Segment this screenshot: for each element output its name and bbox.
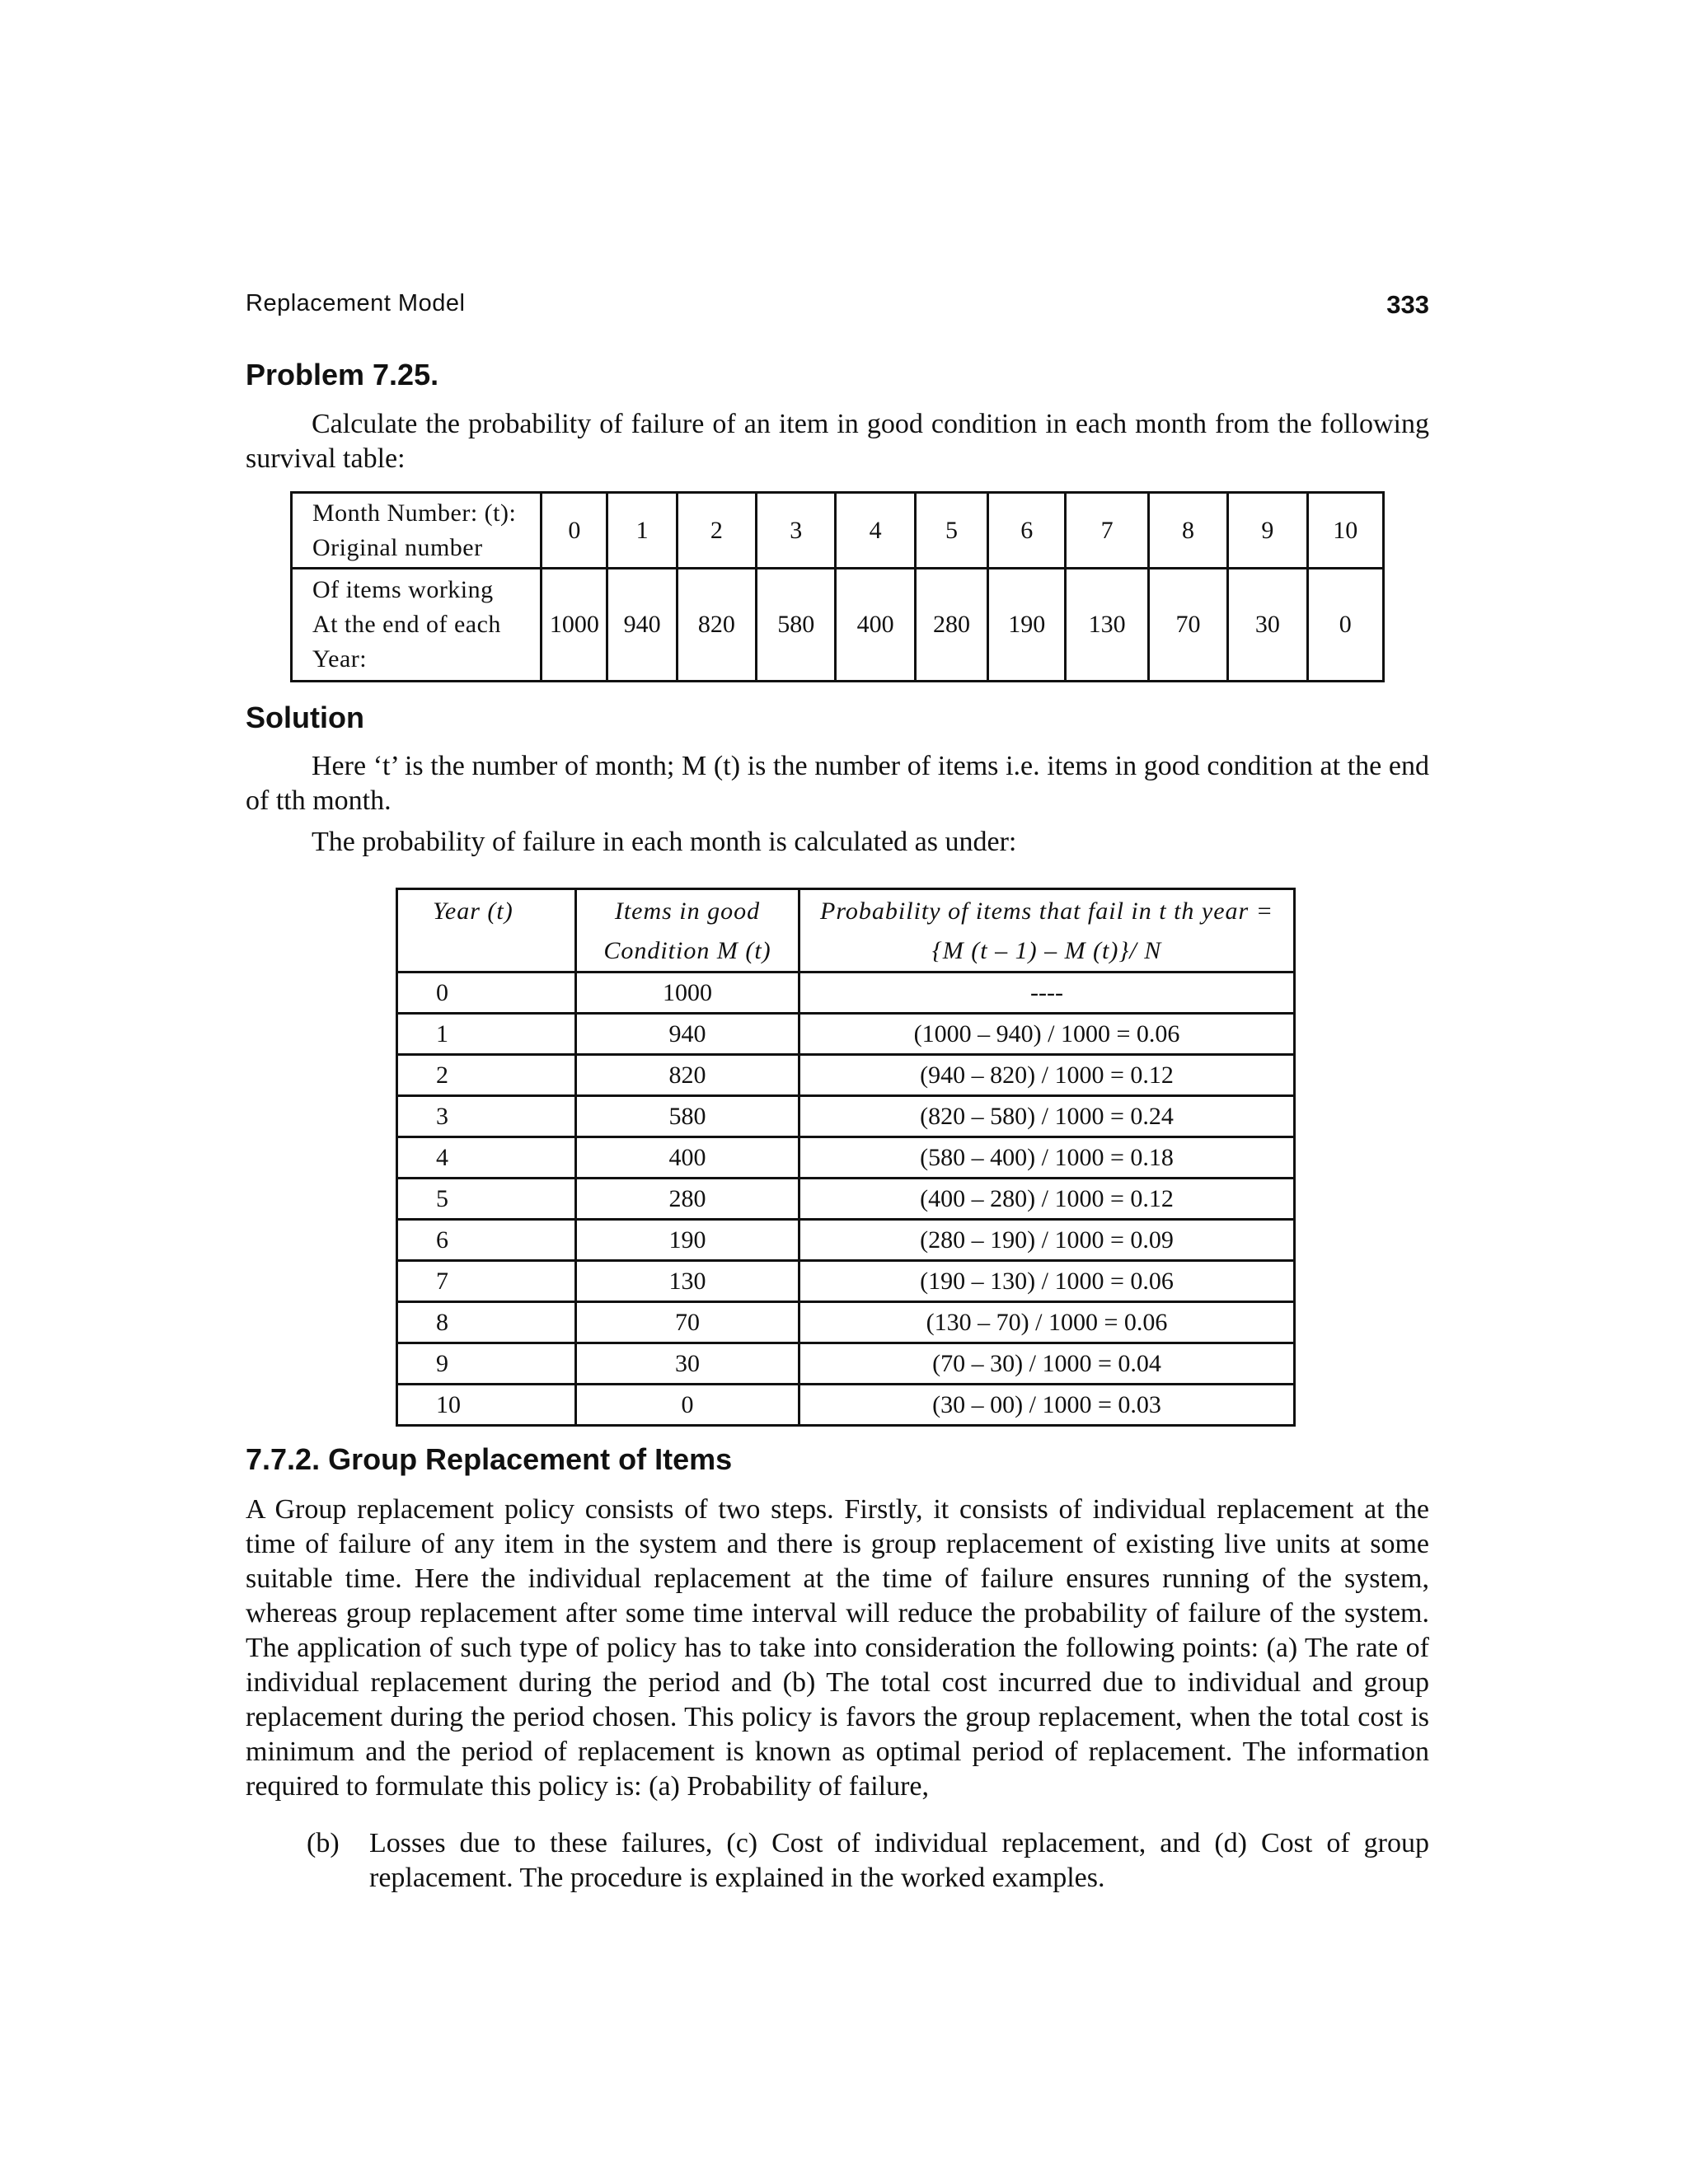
list-item-text: Losses due to these failures, (c) Cost of individual replacement, and (d) Cost of group replacement. The procedure is explained in the worked examples.: [369, 1828, 1429, 1893]
table-row: [397, 1385, 1295, 1426]
table-header-row: [397, 889, 1295, 972]
items-cell: 130: [576, 1261, 799, 1302]
survival-row-label: [292, 569, 542, 682]
items-cell: 400: [836, 569, 915, 682]
items-cell: 70: [576, 1302, 799, 1343]
probability-cell: (940 – 820) / 1000 = 0.12: [799, 1055, 1295, 1096]
survival-row-label: [292, 493, 542, 569]
items-cell: 280: [576, 1179, 799, 1220]
column-header-probability: [799, 889, 1295, 972]
list-marker: (b): [307, 1828, 340, 1858]
items-cell: 0: [576, 1385, 799, 1426]
probability-cell: (280 – 190) / 1000 = 0.09: [799, 1220, 1295, 1261]
items-cell: 940: [607, 569, 677, 682]
items-cell: 1000: [542, 569, 607, 682]
year-cell: 6: [397, 1220, 576, 1261]
month-cell: 3: [757, 493, 836, 569]
year-cell: 8: [397, 1302, 576, 1343]
items-cell: 820: [677, 569, 756, 682]
label-line: Month Number: (t):: [312, 499, 517, 527]
month-cell: 10: [1307, 493, 1383, 569]
survival-table: [290, 491, 1385, 682]
label-line: Original number: [312, 533, 483, 561]
label-line: Of items working: [312, 576, 494, 604]
items-cell: 130: [1066, 569, 1148, 682]
header-line: Probability of items that fail in t th year =: [820, 898, 1273, 925]
probability-cell: ----: [799, 972, 1295, 1014]
year-cell: 3: [397, 1096, 576, 1137]
month-cell: 9: [1228, 493, 1307, 569]
solution-paragraph: The probability of failure in each month is calculated as under:: [312, 827, 1017, 857]
year-cell: 10: [397, 1385, 576, 1426]
items-cell: 30: [1228, 569, 1307, 682]
probability-cell: (30 – 00) / 1000 = 0.03: [799, 1385, 1295, 1426]
problem-statement: Calculate the probability of failure of an item in good condition in each month from the following survival table:: [246, 409, 1429, 474]
items-cell: 580: [576, 1096, 799, 1137]
page-number: 333: [1386, 290, 1429, 319]
month-cell: 0: [542, 493, 607, 569]
column-header-year: Year (t): [397, 889, 576, 972]
year-cell: 2: [397, 1055, 576, 1096]
table-row: [397, 1179, 1295, 1220]
list-item: [307, 1826, 1429, 1896]
problem-heading: Problem 7.25.: [246, 358, 439, 391]
solution-heading: Solution: [246, 701, 364, 734]
table-row: [397, 1055, 1295, 1096]
month-cell: 1: [607, 493, 677, 569]
probability-cell: (1000 – 940) / 1000 = 0.06: [799, 1014, 1295, 1055]
items-cell: 0: [1307, 569, 1383, 682]
section-heading: 7.7.2. Group Replacement of Items: [246, 1442, 733, 1476]
month-cell: 4: [836, 493, 915, 569]
items-cell: 400: [576, 1137, 799, 1179]
table-row: [397, 1343, 1295, 1385]
month-cell: 6: [988, 493, 1066, 569]
month-cell: 8: [1148, 493, 1227, 569]
month-cell: 5: [915, 493, 987, 569]
table-row: [397, 972, 1295, 1014]
year-cell: 4: [397, 1137, 576, 1179]
items-cell: 580: [757, 569, 836, 682]
items-cell: 1000: [576, 972, 799, 1014]
items-cell: 190: [988, 569, 1066, 682]
survival-row-items: [292, 569, 1384, 682]
items-cell: 30: [576, 1343, 799, 1385]
probability-table: [396, 888, 1296, 1427]
table-row: [397, 1302, 1295, 1343]
solution-paragraph: Here ‘t’ is the number of month; M (t) is the number of items i.e. items in good condition at the end of tth month.: [246, 751, 1429, 816]
year-cell: 0: [397, 972, 576, 1014]
table-row: [397, 1096, 1295, 1137]
year-cell: 1: [397, 1014, 576, 1055]
label-line: At the end of each: [312, 611, 501, 639]
probability-cell: (580 – 400) / 1000 = 0.18: [799, 1137, 1295, 1179]
header-line: Condition M (t): [603, 937, 771, 964]
column-header-items: [576, 889, 799, 972]
items-cell: 280: [915, 569, 987, 682]
month-cell: 2: [677, 493, 756, 569]
year-cell: 7: [397, 1261, 576, 1302]
running-header: [246, 290, 1429, 326]
probability-cell: (70 – 30) / 1000 = 0.04: [799, 1343, 1295, 1385]
items-cell: 820: [576, 1055, 799, 1096]
table-row: [397, 1220, 1295, 1261]
running-head-title: Replacement Model: [246, 290, 466, 316]
survival-row-months: [292, 493, 1384, 569]
table-row: [397, 1261, 1295, 1302]
items-cell: 940: [576, 1014, 799, 1055]
month-cell: 7: [1066, 493, 1148, 569]
header-line: {M (t – 1) – M (t)}/ N: [931, 937, 1162, 964]
probability-cell: (820 – 580) / 1000 = 0.24: [799, 1096, 1295, 1137]
year-cell: 5: [397, 1179, 576, 1220]
table-row: [397, 1137, 1295, 1179]
probability-cell: (400 – 280) / 1000 = 0.12: [799, 1179, 1295, 1220]
table-row: [397, 1014, 1295, 1055]
header-line: Items in good: [614, 898, 761, 925]
probability-cell: (190 – 130) / 1000 = 0.06: [799, 1261, 1295, 1302]
items-cell: 70: [1148, 569, 1227, 682]
items-cell: 190: [576, 1220, 799, 1261]
probability-cell: (130 – 70) / 1000 = 0.06: [799, 1302, 1295, 1343]
label-line: Year:: [312, 645, 368, 673]
section-paragraph: A Group replacement policy consists of two steps. Firstly, it consists of individual replacement at the time of failure of any item in the system and there is group replacement of existing live units at some suitable time. Here the individual replacement at the time of failure ensures running of the system, whereas group replacement after some time interval will reduce the probability of failure of the system. The application of such type of policy has to take into consideration the following points: (a) The rate of individual replacement during the period and (b) The total cost incurred due to individual and group replacement during the period chosen. This policy is favors the group replacement, when the total cost is minimum and the period of replacement is known as optimal period of replacement. The information required to formulate this policy is: (a) Probability of failure,: [246, 1494, 1429, 1802]
year-cell: 9: [397, 1343, 576, 1385]
